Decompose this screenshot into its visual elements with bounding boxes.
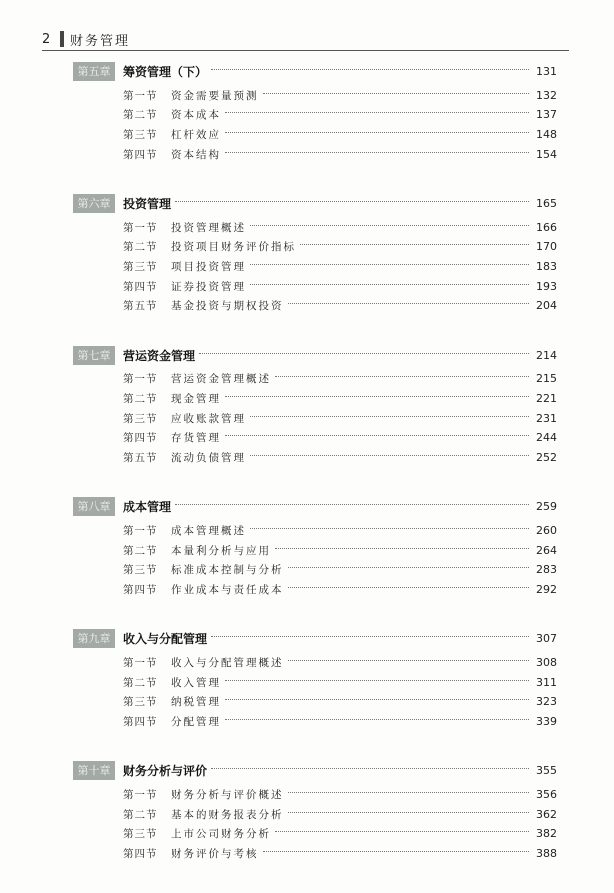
section-page-number: 356 xyxy=(536,787,557,801)
chapter-entry[interactable] xyxy=(73,194,557,214)
chapter-block xyxy=(73,62,557,164)
section-entry[interactable] xyxy=(73,237,557,257)
section-page-number: 362 xyxy=(536,807,557,821)
section-title: 基金投资与期权投资 xyxy=(171,300,284,313)
section-entry[interactable] xyxy=(73,428,557,448)
chapter-title: 成本管理 xyxy=(123,500,172,515)
chapter-page-number: 307 xyxy=(536,632,557,646)
chapter-badge: 第九章 xyxy=(73,629,115,648)
section-page-number: 252 xyxy=(536,450,557,464)
dot-leader xyxy=(250,416,529,417)
dot-leader xyxy=(211,69,529,70)
page-number: 2 xyxy=(42,31,51,47)
dot-leader xyxy=(175,201,529,202)
section-entry[interactable] xyxy=(73,692,557,712)
section-page-number: 166 xyxy=(536,220,557,234)
section-label: 第二节 xyxy=(123,109,158,122)
section-title: 应收账款管理 xyxy=(171,412,246,425)
dot-leader xyxy=(288,567,530,568)
section-title: 基本的财务报表分析 xyxy=(171,808,284,821)
section-page-number: 215 xyxy=(536,372,557,386)
section-title: 标准成本控制与分析 xyxy=(171,564,284,577)
table-of-contents xyxy=(73,62,557,893)
chapter-page-number: 214 xyxy=(536,348,557,362)
chapter-entry[interactable] xyxy=(73,761,557,781)
section-label: 第二节 xyxy=(123,544,158,557)
chapter-entry[interactable] xyxy=(73,346,557,366)
chapter-entry[interactable] xyxy=(73,629,557,649)
section-title: 分配管理 xyxy=(171,715,221,728)
section-label: 第三节 xyxy=(123,696,158,709)
section-title: 资金需要量预测 xyxy=(171,89,259,102)
section-title: 现金管理 xyxy=(171,393,221,406)
section-entry[interactable] xyxy=(73,125,557,145)
section-page-number: 154 xyxy=(536,147,557,161)
section-label: 第一节 xyxy=(123,788,158,801)
chapter-page-number: 165 xyxy=(536,197,557,211)
header-rule xyxy=(42,50,569,51)
chapter-title: 投资管理 xyxy=(123,197,172,212)
dot-leader xyxy=(250,284,529,285)
section-title: 上市公司财务分析 xyxy=(171,828,271,841)
section-label: 第二节 xyxy=(123,808,158,821)
dot-leader xyxy=(225,132,529,133)
dot-leader xyxy=(288,660,530,661)
section-label: 第四节 xyxy=(123,715,158,728)
chapter-title: 收入与分配管理 xyxy=(123,632,208,647)
dot-leader xyxy=(288,812,530,813)
dot-leader xyxy=(250,264,529,265)
dot-leader xyxy=(199,353,529,354)
dot-leader xyxy=(225,719,529,720)
section-label: 第四节 xyxy=(123,148,158,161)
book-title: 财务管理 xyxy=(70,33,131,49)
dot-leader xyxy=(288,587,530,588)
section-label: 第五节 xyxy=(123,300,158,313)
section-page-number: 193 xyxy=(536,279,557,293)
chapter-badge: 第十章 xyxy=(73,761,115,780)
chapter-block xyxy=(73,761,557,863)
section-entry[interactable] xyxy=(73,218,557,238)
section-entry[interactable] xyxy=(73,408,557,428)
dot-leader xyxy=(250,455,529,456)
section-label: 第四节 xyxy=(123,432,158,445)
section-title: 财务分析与评价概述 xyxy=(171,788,284,801)
section-entry[interactable] xyxy=(73,804,557,824)
header-divider xyxy=(60,31,64,47)
section-entry[interactable] xyxy=(73,144,557,164)
section-title: 收入与分配管理概述 xyxy=(171,656,284,669)
section-page-number: 388 xyxy=(536,846,557,860)
section-entry[interactable] xyxy=(73,389,557,409)
section-title: 纳税管理 xyxy=(171,696,221,709)
section-title: 营运资金管理概述 xyxy=(171,373,271,386)
section-entry[interactable] xyxy=(73,579,557,599)
section-label: 第一节 xyxy=(123,524,158,537)
dot-leader xyxy=(225,699,529,700)
chapter-block xyxy=(73,194,557,316)
section-title: 项目投资管理 xyxy=(171,261,246,274)
dot-leader xyxy=(225,680,529,681)
dot-leader xyxy=(288,303,530,304)
section-entry[interactable] xyxy=(73,86,557,106)
chapter-entry[interactable] xyxy=(73,497,557,517)
section-page-number: 137 xyxy=(536,108,557,122)
section-entry[interactable] xyxy=(73,711,557,731)
chapter-page-number: 259 xyxy=(536,500,557,514)
section-label: 第三节 xyxy=(123,261,158,274)
chapter-badge: 第五章 xyxy=(73,62,115,81)
section-label: 第三节 xyxy=(123,412,158,425)
section-entry[interactable] xyxy=(73,672,557,692)
dot-leader xyxy=(211,768,529,769)
dot-leader xyxy=(175,504,529,505)
dot-leader xyxy=(225,112,529,113)
section-label: 第一节 xyxy=(123,373,158,386)
dot-leader xyxy=(225,152,529,153)
section-entry[interactable] xyxy=(73,257,557,277)
section-page-number: 382 xyxy=(536,827,557,841)
chapter-title: 筹资管理（下） xyxy=(123,65,208,80)
dot-leader xyxy=(211,636,529,637)
section-entry[interactable] xyxy=(73,843,557,863)
chapter-badge: 第八章 xyxy=(73,497,115,516)
section-label: 第五节 xyxy=(123,451,158,464)
chapter-title: 营运资金管理 xyxy=(123,348,196,363)
section-page-number: 231 xyxy=(536,411,557,425)
section-entry[interactable] xyxy=(73,824,557,844)
section-page-number: 183 xyxy=(536,260,557,274)
section-title: 收入管理 xyxy=(171,676,221,689)
section-page-number: 148 xyxy=(536,128,557,142)
dot-leader xyxy=(263,93,530,94)
chapter-block xyxy=(73,497,557,599)
dot-leader xyxy=(225,435,529,436)
section-label: 第四节 xyxy=(123,847,158,860)
section-page-number: 311 xyxy=(536,675,557,689)
section-title: 投资管理概述 xyxy=(171,221,246,234)
section-label: 第一节 xyxy=(123,89,158,102)
section-title: 杠杆效应 xyxy=(171,129,221,142)
section-entry[interactable] xyxy=(73,296,557,316)
section-title: 流动负债管理 xyxy=(171,451,246,464)
section-entry[interactable] xyxy=(73,369,557,389)
section-entry[interactable] xyxy=(73,105,557,125)
section-title: 作业成本与责任成本 xyxy=(171,583,284,596)
chapter-page-number: 355 xyxy=(536,764,557,778)
section-page-number: 283 xyxy=(536,563,557,577)
section-page-number: 323 xyxy=(536,695,557,709)
section-label: 第三节 xyxy=(123,828,158,841)
section-page-number: 244 xyxy=(536,431,557,445)
section-entry[interactable] xyxy=(73,540,557,560)
chapter-entry[interactable] xyxy=(73,62,557,82)
section-page-number: 132 xyxy=(536,88,557,102)
section-page-number: 221 xyxy=(536,392,557,406)
dot-leader xyxy=(275,548,529,549)
section-title: 投资项目财务评价指标 xyxy=(171,241,296,254)
section-page-number: 292 xyxy=(536,582,557,596)
section-entry[interactable] xyxy=(73,560,557,580)
dot-leader xyxy=(250,225,529,226)
dot-leader xyxy=(275,376,529,377)
section-page-number: 170 xyxy=(536,240,557,254)
section-entry[interactable] xyxy=(73,521,557,541)
section-title: 证券投资管理 xyxy=(171,280,246,293)
section-page-number: 339 xyxy=(536,714,557,728)
section-label: 第三节 xyxy=(123,129,158,142)
section-entry[interactable] xyxy=(73,785,557,805)
section-page-number: 308 xyxy=(536,655,557,669)
section-page-number: 264 xyxy=(536,543,557,557)
section-title: 本量利分析与应用 xyxy=(171,544,271,557)
chapter-badge: 第七章 xyxy=(73,346,115,365)
section-entry[interactable] xyxy=(73,276,557,296)
chapter-block xyxy=(73,346,557,468)
section-label: 第四节 xyxy=(123,583,158,596)
section-page-number: 260 xyxy=(536,523,557,537)
dot-leader xyxy=(225,396,529,397)
chapter-title: 财务分析与评价 xyxy=(123,764,208,779)
dot-leader xyxy=(275,831,529,832)
section-title: 资本结构 xyxy=(171,148,221,161)
chapter-badge: 第六章 xyxy=(73,194,115,213)
running-header xyxy=(42,28,130,50)
chapter-block xyxy=(73,629,557,731)
section-label: 第二节 xyxy=(123,676,158,689)
section-label: 第二节 xyxy=(123,393,158,406)
section-title: 财务评价与考核 xyxy=(171,847,259,860)
section-title: 存货管理 xyxy=(171,432,221,445)
dot-leader xyxy=(288,792,530,793)
section-page-number: 204 xyxy=(536,299,557,313)
section-label: 第二节 xyxy=(123,241,158,254)
section-title: 资本成本 xyxy=(171,109,221,122)
section-label: 第一节 xyxy=(123,656,158,669)
dot-leader xyxy=(300,244,529,245)
section-entry[interactable] xyxy=(73,448,557,468)
section-title: 成本管理概述 xyxy=(171,524,246,537)
section-entry[interactable] xyxy=(73,653,557,673)
dot-leader xyxy=(263,851,530,852)
dot-leader xyxy=(250,528,529,529)
chapter-page-number: 131 xyxy=(536,65,557,79)
section-label: 第三节 xyxy=(123,564,158,577)
section-label: 第四节 xyxy=(123,280,158,293)
section-label: 第一节 xyxy=(123,221,158,234)
